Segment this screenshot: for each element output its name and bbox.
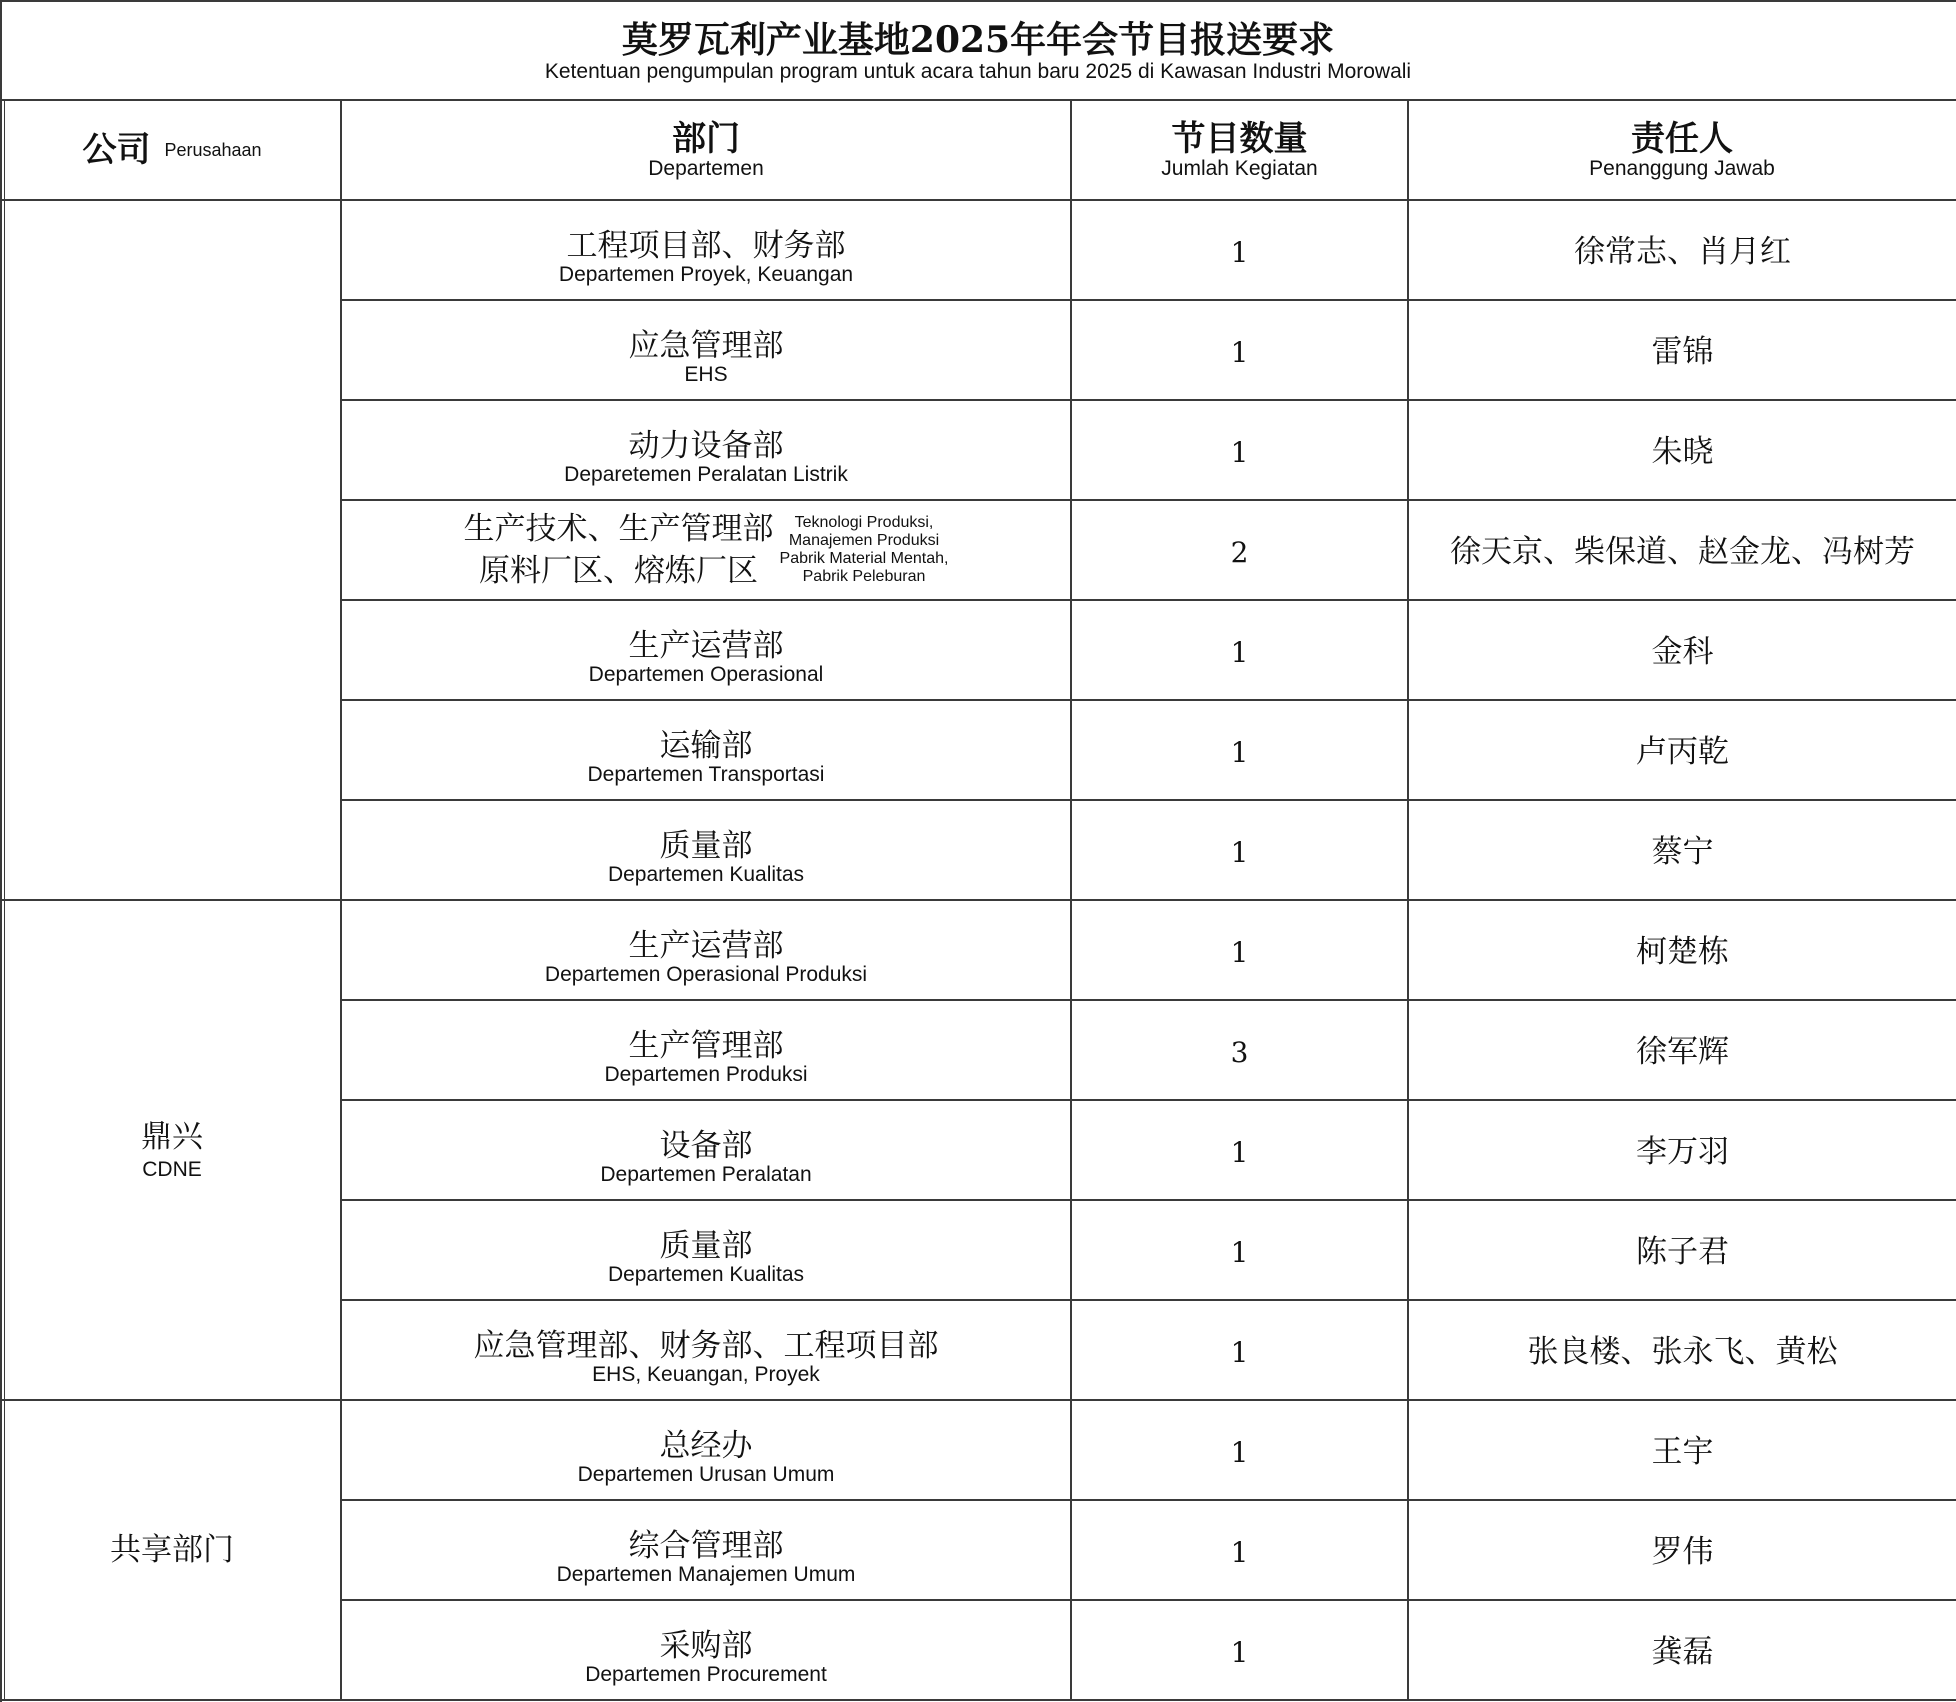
company-cell-1 — [4, 200, 340, 900]
count-cell — [1072, 1202, 1407, 1302]
department-name-id: Departemen Operasional — [588, 663, 824, 686]
owner-cell — [1409, 1302, 1956, 1402]
department-cell — [342, 214, 1070, 300]
company-name-zh: 鼎兴 — [141, 1119, 203, 1155]
count-cell — [1072, 1602, 1407, 1702]
count-cell — [1072, 802, 1407, 902]
owner-cell — [1409, 802, 1956, 902]
department-name-id: Departemen Kualitas — [607, 1263, 805, 1286]
count-cell — [1072, 202, 1407, 302]
department-note — [780, 514, 949, 586]
department-name-id: Departemen Proyek, Keuangan — [558, 263, 854, 286]
owner-names: 张良楼、张永飞、黄松 — [1527, 1334, 1838, 1370]
department-name-zh: 质量部 — [659, 1228, 753, 1264]
owner-names: 朱晓 — [1651, 434, 1714, 470]
count-cell — [1072, 1102, 1407, 1202]
owner-cell — [1409, 702, 1956, 802]
department-name-zh: 生产运营部 — [628, 628, 784, 664]
department-cell — [342, 500, 1070, 600]
owner-names: 徐天京、柴保道、赵金龙、冯树芳 — [1450, 534, 1915, 570]
header-count — [1071, 100, 1408, 200]
department-name-zh-2: 原料厂区、熔炼厂区 — [479, 553, 759, 589]
count-cell — [1072, 1502, 1407, 1602]
border-top — [0, 0, 1956, 2]
program-count: 1 — [1230, 735, 1249, 769]
owner-cell — [1409, 202, 1956, 302]
department-name-id: Deparetemen Peralatan Listrik — [564, 463, 848, 486]
header-owner-zh: 责任人 — [1631, 119, 1733, 159]
program-count: 1 — [1230, 1135, 1249, 1169]
department-name-id: Departemen Operasional Produksi — [544, 963, 868, 986]
header-department-id: Departemen — [648, 157, 764, 180]
count-cell — [1072, 702, 1407, 802]
department-cell — [342, 614, 1070, 700]
owner-names: 王宇 — [1651, 1434, 1714, 1470]
department-cell — [342, 914, 1070, 1000]
row-divider — [340, 1399, 1956, 1401]
owner-cell — [1409, 1102, 1956, 1202]
department-cell — [342, 1514, 1070, 1600]
department-cell — [342, 414, 1070, 500]
department-name-zh: 采购部 — [659, 1628, 753, 1664]
department-name-id: Departemen Peralatan — [600, 1163, 812, 1186]
department-cell — [342, 714, 1070, 800]
count-cell — [1072, 402, 1407, 502]
title-divider — [0, 99, 1956, 101]
header-divider — [0, 199, 1956, 201]
program-count: 1 — [1230, 1535, 1249, 1569]
department-cell — [342, 1214, 1070, 1300]
owner-names: 李万羽 — [1636, 1134, 1729, 1170]
department-name-id: Departemen Transportasi — [587, 763, 825, 786]
border-bottom — [0, 1699, 1956, 1701]
department-name-id: EHS — [684, 363, 728, 386]
header-owner-id: Penanggung Jawab — [1589, 157, 1775, 180]
title-indonesian: Ketentuan pengumpulan program untuk acara tahun baru 2025 di Kawasan Industri Morowali — [544, 60, 1412, 83]
department-name-zh: 生产运营部 — [628, 928, 784, 964]
owner-cell — [1409, 402, 1956, 502]
owner-cell — [1409, 1602, 1956, 1702]
owner-names: 雷锦 — [1651, 334, 1714, 370]
owner-cell — [1409, 1002, 1956, 1102]
department-name-id: Departemen Produksi — [604, 1063, 808, 1086]
row-divider — [340, 1299, 1956, 1301]
department-name-zh: 应急管理部 — [628, 328, 784, 364]
row-divider — [340, 699, 1956, 701]
header-department-zh: 部门 — [672, 119, 740, 159]
row-divider — [340, 1599, 1956, 1601]
department-cell — [342, 1014, 1070, 1100]
department-name-id: Departemen Procurement — [585, 1663, 827, 1686]
department-name-zh: 综合管理部 — [628, 1528, 784, 1564]
department-name-zh: 运输部 — [659, 728, 753, 764]
row-divider — [340, 999, 1956, 1001]
owner-names: 陈子君 — [1636, 1234, 1729, 1270]
department-cell — [342, 814, 1070, 900]
owner-cell — [1409, 1202, 1956, 1302]
department-cell — [342, 314, 1070, 400]
program-count: 1 — [1230, 1335, 1249, 1369]
owner-cell — [1409, 902, 1956, 1002]
program-count: 1 — [1230, 635, 1249, 669]
header-count-id: Jumlah Kegiatan — [1161, 157, 1318, 180]
sheet-title — [0, 2, 1956, 100]
program-count: 1 — [1230, 935, 1249, 969]
owner-names: 罗伟 — [1651, 1534, 1714, 1570]
count-cell — [1072, 1302, 1407, 1402]
department-cell — [342, 1114, 1070, 1200]
department-cell — [342, 1614, 1070, 1700]
owner-cell — [1409, 502, 1956, 602]
program-count: 1 — [1230, 1435, 1249, 1469]
department-name-id: Departemen Kualitas — [607, 863, 805, 886]
row-divider — [340, 299, 1956, 301]
owner-cell — [1409, 602, 1956, 702]
department-name-id: Departemen Manajemen Umum — [556, 1563, 856, 1586]
row-divider — [340, 499, 1956, 501]
company-divider-2 — [0, 1399, 342, 1401]
count-cell — [1072, 302, 1407, 402]
owner-cell — [1409, 1402, 1956, 1502]
owner-names: 金科 — [1651, 634, 1714, 670]
owner-names: 蔡宁 — [1651, 834, 1714, 870]
header-department — [341, 100, 1071, 200]
owner-names: 徐军辉 — [1636, 1034, 1729, 1070]
program-count: 1 — [1230, 335, 1249, 369]
department-names — [464, 508, 774, 592]
department-name-zh: 动力设备部 — [628, 428, 784, 464]
row-divider — [340, 399, 1956, 401]
count-cell — [1072, 502, 1407, 602]
owner-names: 徐常志、肖月红 — [1574, 234, 1791, 270]
title-chinese: 莫罗瓦利产业基地2025年年会节目报送要求 — [621, 19, 1335, 61]
company-divider-1 — [0, 899, 342, 901]
owner-cell — [1409, 1502, 1956, 1602]
count-cell — [1072, 1002, 1407, 1102]
row-divider — [340, 1099, 1956, 1101]
row-divider — [340, 899, 1956, 901]
department-note-line: Pabrik Material Mentah, — [779, 550, 949, 567]
header-company-id: Perusahaan — [164, 139, 262, 160]
owner-names: 柯楚栋 — [1636, 934, 1729, 970]
department-note-line: Manajemen Produksi — [788, 532, 940, 549]
department-name-id: EHS, Keuangan, Proyek — [592, 1363, 820, 1386]
department-name-zh: 生产管理部 — [628, 1028, 784, 1064]
company-cell-shared — [4, 1400, 340, 1700]
owner-cell — [1409, 302, 1956, 402]
department-note-line: Teknologi Produksi, — [794, 514, 934, 531]
department-note-line: Pabrik Peleburan — [802, 568, 926, 585]
header-company — [4, 100, 340, 200]
department-name-zh: 应急管理部、财务部、工程项目部 — [473, 1328, 939, 1364]
row-divider — [340, 599, 1956, 601]
row-divider — [340, 1199, 1956, 1201]
program-count: 1 — [1230, 1635, 1249, 1669]
count-cell — [1072, 902, 1407, 1002]
border-left — [0, 0, 2, 1702]
header-owner — [1408, 100, 1956, 200]
program-count: 1 — [1230, 435, 1249, 469]
count-cell — [1072, 1402, 1407, 1502]
department-cell — [342, 1414, 1070, 1500]
program-count: 1 — [1230, 1235, 1249, 1269]
department-name-zh: 质量部 — [659, 828, 753, 864]
header-company-zh: 公司 — [82, 130, 151, 170]
department-name-zh: 工程项目部、财务部 — [566, 228, 846, 264]
count-cell — [1072, 602, 1407, 702]
owner-names: 卢丙乾 — [1636, 734, 1729, 770]
program-count: 1 — [1230, 835, 1249, 869]
department-name-zh: 设备部 — [659, 1128, 753, 1164]
company-name-zh: 共享部门 — [110, 1532, 234, 1568]
department-name-zh: 总经办 — [659, 1428, 753, 1464]
program-count: 2 — [1230, 535, 1249, 569]
department-cell — [342, 1314, 1070, 1400]
program-count: 3 — [1230, 1035, 1249, 1069]
owner-names: 龚磊 — [1651, 1634, 1714, 1670]
department-name-id: Departemen Urusan Umum — [577, 1463, 835, 1486]
header-count-zh: 节目数量 — [1171, 119, 1308, 159]
row-divider — [340, 799, 1956, 801]
row-divider — [340, 1499, 1956, 1501]
company-cell-cdne — [4, 900, 340, 1400]
company-name-id: CDNE — [142, 1158, 202, 1181]
program-count: 1 — [1230, 235, 1249, 269]
department-name-zh: 生产技术、生产管理部 — [463, 511, 774, 547]
